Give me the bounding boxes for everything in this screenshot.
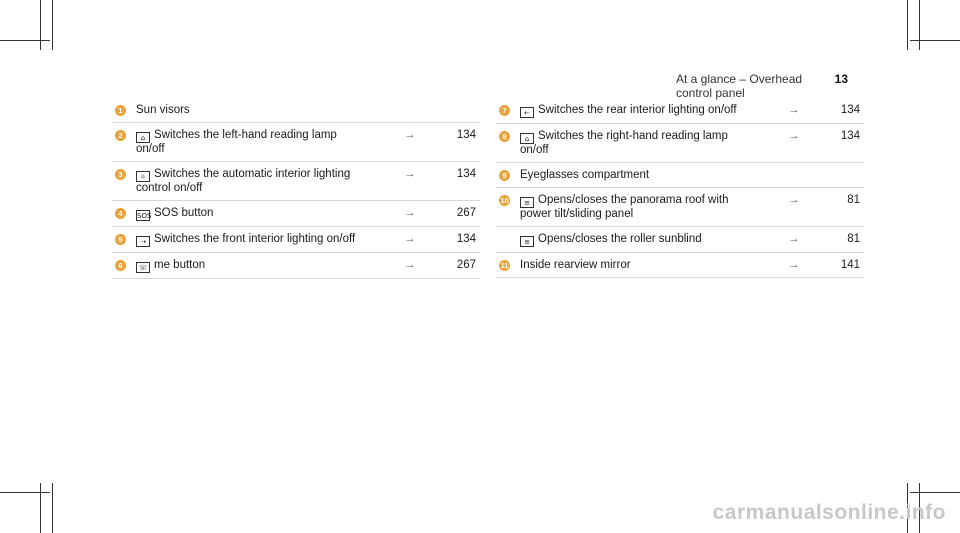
crop-mark [0, 492, 50, 493]
panorama-roof-icon: ≡ [520, 197, 534, 208]
item-description [520, 130, 750, 157]
page-reference-number: 134 [456, 168, 476, 180]
arrow-right-icon: → [788, 130, 800, 142]
item-description [520, 233, 750, 247]
crop-mark [40, 483, 41, 533]
item-description [136, 207, 366, 221]
left-legend-column [112, 98, 480, 279]
page-reference-number: 134 [456, 129, 476, 141]
crop-mark [919, 0, 920, 50]
crop-mark [910, 40, 960, 41]
item-description [136, 259, 366, 273]
crop-mark [52, 483, 53, 533]
legend-item [496, 188, 864, 227]
reading-lamp-icon: ⌂ [136, 132, 150, 143]
arrow-right-icon: → [788, 194, 800, 206]
legend-item [112, 201, 480, 227]
sos-icon: SOS [137, 212, 152, 220]
page-title: At a glance – Overhead control panel [676, 72, 803, 100]
page-reference-number: 134 [840, 104, 860, 116]
item-number-badge: 7 [499, 105, 510, 116]
item-text: Switches the rear interior lighting on/off [538, 104, 737, 116]
item-number-badge: 4 [115, 208, 126, 219]
item-text: Switches the left-hand reading lamp on/off [136, 129, 337, 155]
item-text: Switches the right-hand reading lamp on/off [520, 130, 728, 156]
item-text: Switches the front interior lighting on/off [154, 233, 356, 245]
item-description [136, 129, 366, 156]
crop-mark [910, 492, 960, 493]
legend-item [496, 98, 864, 124]
page-reference-number: 141 [840, 259, 860, 271]
legend-item [496, 253, 864, 278]
item-number-badge: 2 [115, 130, 126, 141]
item-text: Switches the automatic interior lighting control on/off [136, 168, 351, 194]
item-text: Opens/closes the panorama roof with power tilt/sliding panel [520, 194, 729, 220]
item-text: me button [154, 259, 206, 271]
legend-item [496, 163, 864, 188]
legend-item [496, 124, 864, 163]
item-number-badge: 1 [115, 105, 126, 116]
item-number-badge: 11 [500, 261, 509, 270]
crop-mark [0, 40, 50, 41]
arrow-right-icon: → [404, 259, 416, 271]
watermark: carmanualsonline.info [712, 501, 946, 524]
panorama-roof-icon: ≡ [520, 236, 534, 247]
item-description [520, 194, 750, 221]
arrow-right-icon: → [788, 233, 800, 245]
page-number: 13 [834, 72, 848, 86]
item-number-badge: 10 [500, 196, 509, 205]
item-description [136, 104, 366, 117]
crop-mark [52, 0, 53, 50]
item-number-badge: 6 [115, 260, 126, 271]
arrow-right-icon: → [404, 129, 416, 141]
rear-lighting-icon: ⇠ [520, 107, 534, 118]
page-reference-number: 134 [456, 233, 476, 245]
item-text: Eyeglasses compartment [520, 169, 650, 181]
arrow-right-icon: → [788, 104, 800, 116]
legend-item [112, 98, 480, 123]
item-number-badge: 8 [499, 131, 510, 142]
item-number-badge: 9 [499, 170, 510, 181]
legend-item [112, 123, 480, 162]
page-reference-number: 267 [456, 259, 476, 271]
arrow-right-icon: → [404, 207, 416, 219]
automatic-lighting-icon: ☼ [136, 171, 150, 182]
crop-mark [40, 0, 41, 50]
page-reference-number: 81 [847, 233, 860, 245]
page-header [676, 72, 848, 100]
item-text: Opens/closes the roller sunblind [538, 233, 702, 245]
item-text: Sun visors [136, 104, 190, 116]
item-number-badge: 3 [115, 169, 126, 180]
item-number-badge: 5 [115, 234, 126, 245]
item-description [136, 233, 366, 247]
page-reference-number: 81 [847, 194, 860, 206]
reading-lamp-icon: ⌂ [520, 133, 534, 144]
arrow-right-icon: → [404, 168, 416, 180]
arrow-right-icon: → [788, 259, 800, 271]
me-button-icon: ☏ [136, 262, 150, 273]
legend-item [496, 227, 864, 253]
item-description [520, 169, 750, 182]
right-legend-column [496, 98, 864, 278]
legend-item [112, 227, 480, 253]
item-text: SOS button [154, 207, 214, 219]
legend-item [112, 253, 480, 279]
page-reference-number: 134 [840, 130, 860, 142]
item-description [520, 259, 750, 272]
item-text: Inside rearview mirror [520, 259, 631, 271]
front-lighting-icon: ⇢ [136, 236, 150, 247]
item-description [136, 168, 366, 195]
arrow-right-icon: → [404, 233, 416, 245]
crop-mark [907, 0, 908, 50]
item-description [520, 104, 750, 118]
page-reference-number: 267 [456, 207, 476, 219]
legend-item [112, 162, 480, 201]
